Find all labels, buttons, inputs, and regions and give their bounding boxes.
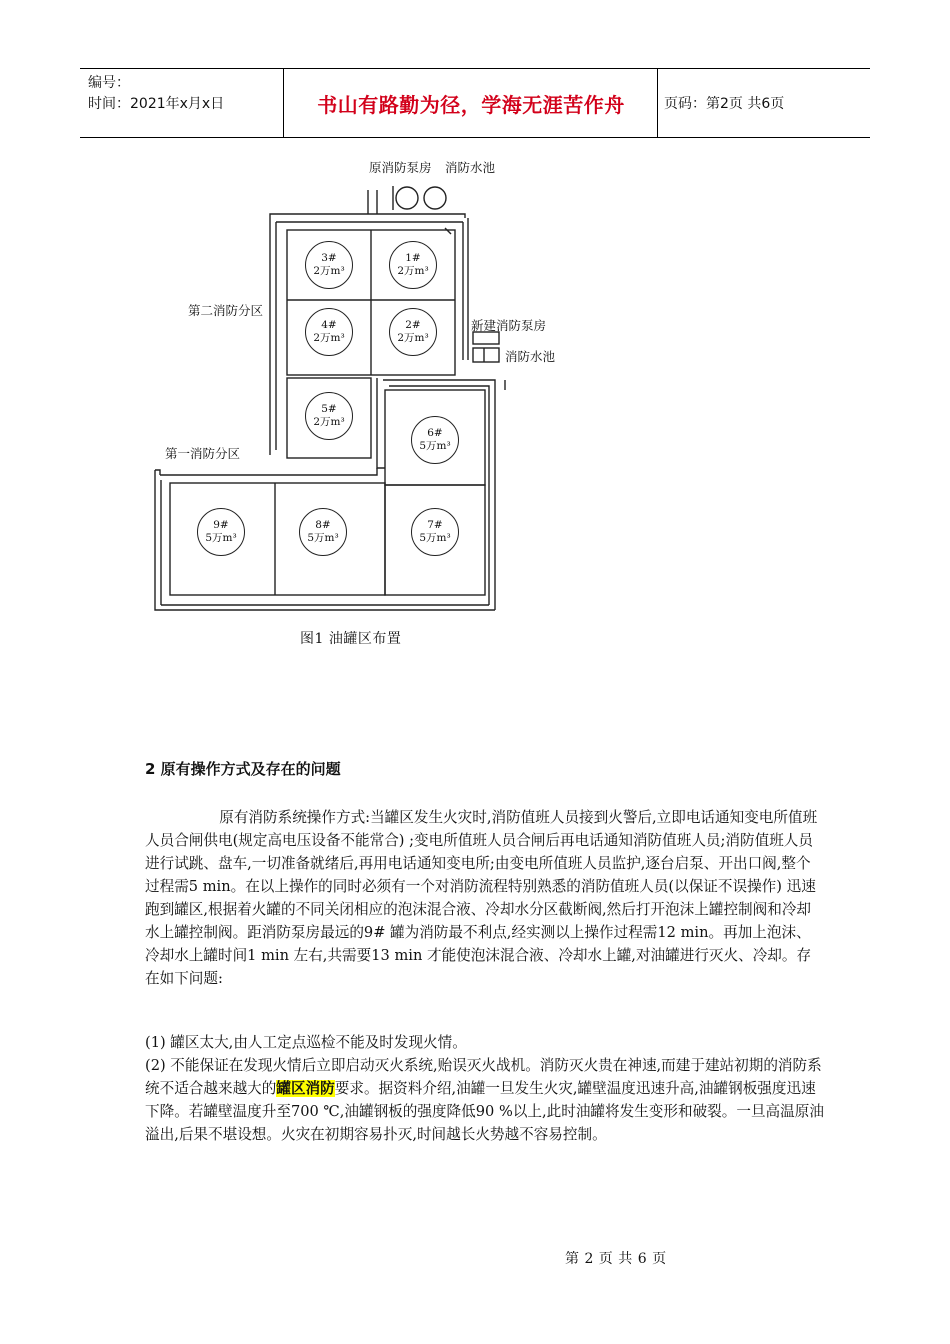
header-page-info: 页码：第2页 共6页	[664, 96, 785, 112]
header-divider-right	[657, 69, 658, 137]
label-fire-zone-1: 第一消防分区	[165, 446, 241, 461]
tank-capacity: 5万m³	[419, 440, 451, 452]
tank-3	[305, 241, 353, 289]
tank-9	[197, 508, 245, 556]
label-old-pump-house: 原消防泵房	[369, 160, 432, 175]
tank-id: 8#	[315, 519, 331, 531]
figure-caption: 图1 油罐区布置	[300, 631, 402, 647]
tank-2	[389, 308, 437, 356]
problem-item-2	[145, 1054, 825, 1146]
tank-capacity: 5万m³	[419, 532, 451, 544]
section-heading: 2 原有操作方式及存在的问题	[145, 760, 341, 778]
tank-5	[305, 392, 353, 440]
problem-item-2-rest: 要求。据资料介绍,油罐一旦发生火灾,罐壁温度迅速升高,油罐钢板强度迅速下降。若罐壁温度升至700 ℃,油罐钢板的强度降低90 %以上,此时油罐将发生变形和破裂。一旦高温原油溢出,后果不堪设想。火灾在初期容易扑灭,时间越长火势越不容易控制。	[145, 1080, 824, 1143]
tank-capacity: 2万m³	[313, 416, 345, 428]
paragraph-operation: 原有消防系统操作方式:当罐区发生火灾时,消防值班人员接到火警后,立即电话通知变电所值班人员合闸供电(规定高电压设备不能常合) ;变电所值班人员合闸后再电话通知消防值班人员;消防值班人员进行试跳、盘车,一切准备就绪后,再用电话通知变电所;由变电所值班人员监护,逐台启泵、开出口阀,整个过程需5 min。在以上操作的同时必须有一个对消防流程特别熟悉的消防值班人员(以保证不误操作) 迅速跑到罐区,根据着火罐的不同关闭相应的泡沫混合液、冷却水分区截断阀,然后打开泡沫上罐控制阀和冷却水上罐控制阀。距消防泵房最远的9# 罐为消防最不利点,经实测以上操作过程需12 min。再加上泡沫、冷却水上罐时间1 min 左右,共需要13 min 才能使泡沫混合液、冷却水上罐,对油罐进行灭火、冷却。存在如下问题:	[145, 809, 818, 987]
problem-item-2-text: (2) 不能保证在发现火情后立即启动灭火系统,贻误灭火战机。消防灭火贵在神速,而建于建站初期的消防系统不适合越来越大的	[145, 1057, 822, 1097]
tank-layout-figure	[145, 150, 565, 620]
document-number-label: 编号：	[88, 75, 130, 91]
tank-id: 4#	[321, 319, 337, 331]
tank-capacity: 5万m³	[307, 532, 339, 544]
tank-id: 9#	[213, 519, 229, 531]
header-divider-left	[283, 69, 284, 137]
tank-id: 1#	[405, 252, 421, 264]
tank-capacity: 2万m³	[397, 265, 429, 277]
highlighted-term: 罐区消防	[276, 1080, 335, 1097]
tank-6	[411, 416, 459, 464]
tank-1	[389, 241, 437, 289]
label-fire-zone-2: 第二消防分区	[188, 303, 264, 318]
document-date-label: 时间：2021年x月x日	[88, 96, 225, 112]
label-old-fire-pool: 消防水池	[445, 160, 496, 175]
tank-id: 5#	[321, 403, 337, 415]
problem-list	[145, 1031, 825, 1146]
tank-id: 2#	[405, 319, 421, 331]
problem-item-1: (1) 罐区太大,由人工定点巡检不能及时发现火情。	[145, 1034, 467, 1051]
header-meta	[88, 73, 224, 115]
tank-capacity: 2万m³	[313, 265, 345, 277]
header-motto: 书山有路勤为径，学海无涯苦作舟	[317, 92, 625, 117]
label-new-fire-pool: 消防水池	[505, 349, 556, 364]
page-footer: 第 2 页 共 6 页	[565, 1251, 667, 1267]
tank-7	[411, 508, 459, 556]
tank-capacity: 2万m³	[397, 332, 429, 344]
tank-id: 7#	[427, 519, 443, 531]
tank-capacity: 2万m³	[313, 332, 345, 344]
page-header	[80, 68, 870, 138]
tank-capacity: 5万m³	[205, 532, 237, 544]
tank-8	[299, 508, 347, 556]
tank-4	[305, 308, 353, 356]
tank-id: 3#	[321, 252, 337, 264]
tank-id: 6#	[427, 427, 443, 439]
label-new-pump-house: 新建消防泵房	[471, 318, 547, 333]
